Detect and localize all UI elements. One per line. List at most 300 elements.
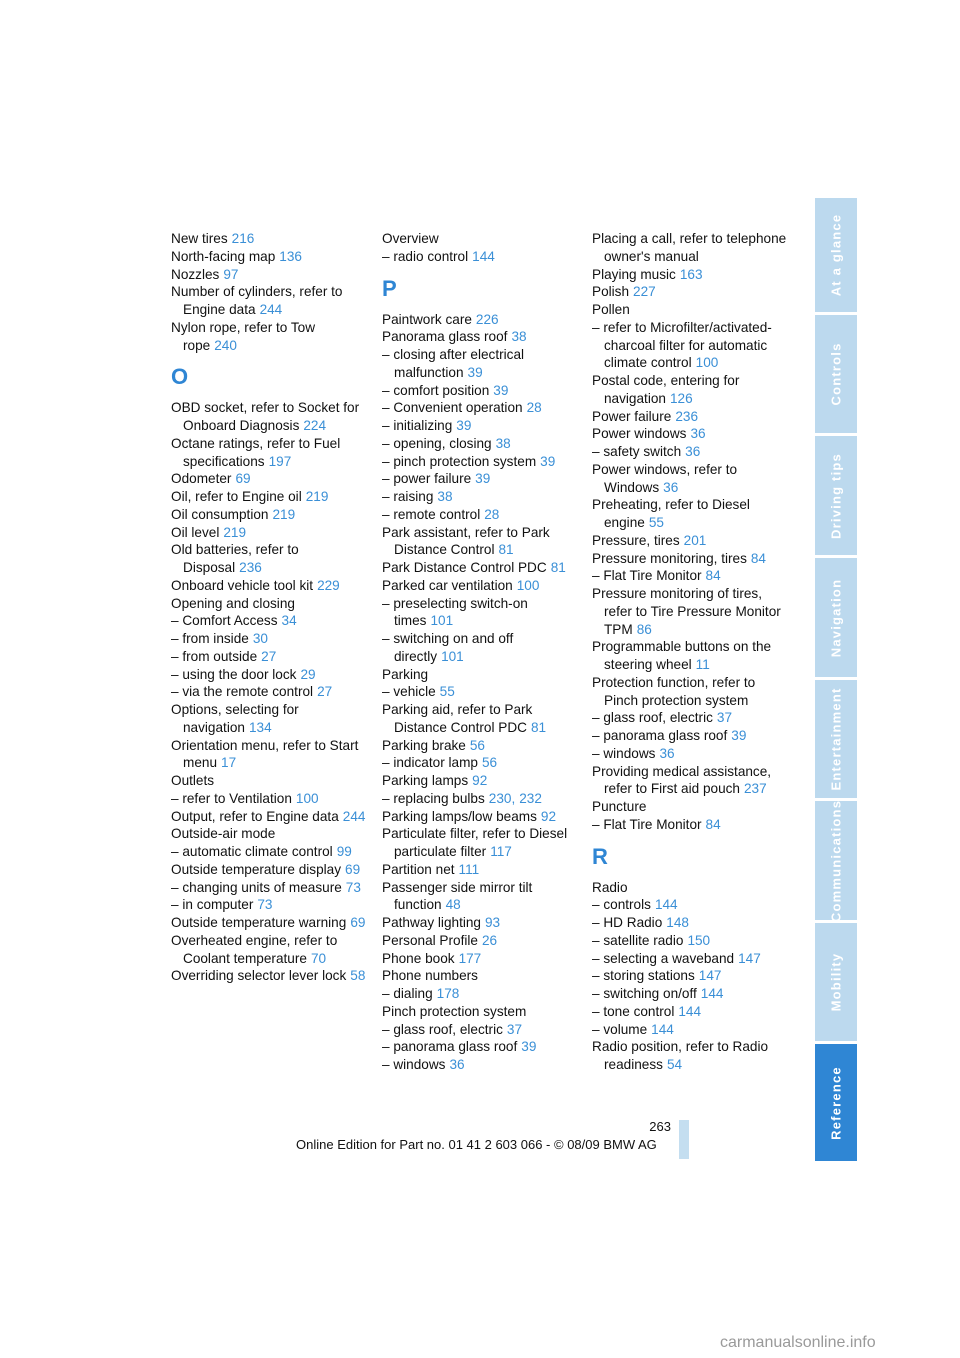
page-link[interactable]: 38	[495, 435, 511, 451]
index-entry-text: Outside temperature warning	[171, 915, 347, 930]
index-entry-text: Overview	[382, 231, 439, 246]
page-link[interactable]: 36	[690, 426, 706, 442]
index-entry	[382, 932, 582, 950]
index-entry-text: – dialing	[382, 986, 433, 1001]
index-entry	[171, 248, 371, 266]
index-entry	[592, 932, 792, 950]
index-entry-text: North-facing map	[171, 248, 276, 264]
index-entry	[592, 1038, 792, 1074]
page-link[interactable]: 144	[700, 986, 724, 1001]
page-link[interactable]: 147	[738, 950, 761, 966]
index-entry	[382, 1056, 582, 1074]
index-entry-text: Passenger side mirror tilt function	[382, 879, 533, 913]
index-entry-text: – windows	[592, 745, 656, 761]
index-entry-text: Onboard vehicle tool kit	[171, 577, 314, 593]
page-link[interactable]: 69	[235, 471, 251, 487]
page-link[interactable]: 216	[231, 231, 255, 246]
index-entry	[592, 1003, 792, 1021]
page-link[interactable]: 126	[669, 390, 693, 406]
index-entry-text: – safety switch	[592, 444, 682, 459]
page-link[interactable]: 36	[659, 745, 675, 761]
index-entry-text: Overriding selector lever lock	[171, 968, 347, 984]
index-entry-text: – Convenient operation	[382, 400, 523, 416]
index-entry-text: Outside-air mode	[171, 826, 276, 842]
index-entry-text: Oil level	[171, 524, 220, 540]
index-entry-text: Programmable buttons on the steering wheel	[592, 639, 772, 672]
page-link[interactable]: 163	[679, 266, 703, 282]
index-entry-text: Partition net	[382, 861, 455, 877]
index-entry-text: – volume	[592, 1021, 648, 1037]
index-entry	[592, 372, 792, 408]
index-entry-text: Parked car ventilation	[382, 577, 513, 593]
index-entry	[171, 932, 371, 968]
index-entry-text: – switching on and off directly	[382, 631, 514, 664]
index-entry-text: – selecting a waveband	[592, 950, 735, 966]
chapter-tab[interactable]	[815, 801, 857, 923]
index-entry-text: Oil, refer to Engine oil	[171, 489, 302, 504]
index-entry-text: Power failure	[592, 408, 672, 424]
index-entry-text: Playing music	[592, 266, 676, 282]
index-entry-text: Parking lamps	[382, 773, 469, 788]
index-entry	[171, 737, 371, 773]
page-link[interactable]: 177	[458, 950, 482, 966]
index-entry-text: – vehicle	[382, 684, 436, 700]
page-separator: ,	[511, 790, 516, 806]
page-link[interactable]: 58	[350, 968, 366, 984]
page-link[interactable]: 117	[490, 844, 512, 859]
index-entry	[382, 754, 582, 772]
index-entry-text: Parking brake	[382, 737, 466, 753]
page-link[interactable]: 28	[484, 506, 500, 522]
index-entry	[382, 506, 582, 524]
index-column-2	[382, 230, 582, 1074]
index-entry	[171, 914, 371, 932]
index-entry	[382, 595, 582, 631]
index-entry	[171, 808, 371, 826]
index-entry	[592, 967, 792, 985]
page-link[interactable]: 144	[678, 1003, 702, 1019]
index-entry	[592, 816, 792, 834]
footer-bar	[679, 1120, 689, 1159]
index-entry	[171, 772, 371, 790]
index-entry	[171, 319, 371, 355]
page-link[interactable]: 81	[530, 719, 547, 735]
index-entry-text: Panorama glass roof	[382, 329, 508, 345]
index-entry	[382, 382, 582, 400]
index-entry	[382, 417, 582, 435]
index-entry	[382, 559, 582, 577]
index-entry-text: Protection function, refer to Pinch protection system	[592, 674, 756, 708]
index-entry	[171, 488, 371, 506]
index-entry-text: Pressure monitoring of tires, refer to Tire Pressure Monitor TPM	[592, 586, 781, 637]
chapter-tab[interactable]	[815, 923, 857, 1044]
index-entry-text: – opening, closing	[382, 435, 492, 451]
index-entry-text: Orientation menu, refer to Start menu	[171, 737, 359, 771]
index-entry-text: Pathway lighting	[382, 915, 481, 930]
index-column-1	[171, 230, 371, 985]
index-entry-text: – glass roof, electric	[592, 710, 713, 726]
index-entry	[171, 843, 371, 861]
chapter-tab[interactable]	[815, 680, 857, 801]
page-link[interactable]: 37	[716, 710, 733, 726]
index-entry	[382, 230, 582, 248]
page-link[interactable]: 99	[336, 844, 352, 859]
page-link[interactable]: 37	[506, 1021, 523, 1037]
index-entry-text: – Comfort Access	[171, 613, 278, 629]
index-entry	[592, 896, 792, 914]
index-entry-text: Pressure monitoring, tires	[592, 550, 747, 566]
page-link[interactable]: 28	[526, 400, 542, 416]
page-link[interactable]: 11	[695, 657, 710, 672]
index-entry	[592, 914, 792, 932]
index-entry-text: Outlets	[171, 773, 215, 788]
page-link[interactable]: 100	[695, 355, 719, 371]
index-entry	[592, 727, 792, 745]
index-entry-text: – preselecting switch-on times	[382, 595, 528, 629]
index-entry-text: Outside temperature display	[171, 861, 342, 877]
index-entry	[382, 488, 582, 506]
chapter-tab[interactable]	[815, 1044, 857, 1164]
index-entry	[592, 1021, 792, 1039]
index-entry	[382, 1003, 582, 1021]
page-link[interactable]: 29	[300, 666, 316, 682]
index-entry	[171, 524, 371, 542]
index-entry-text: – HD Radio	[592, 915, 663, 930]
index-entry	[171, 612, 371, 630]
index-entry-text: – from outside	[171, 648, 258, 664]
index-entry	[382, 772, 582, 790]
index-entry-text: Output, refer to Engine data	[171, 808, 339, 824]
index-entry	[592, 798, 792, 816]
page-link[interactable]: 148	[666, 915, 689, 930]
index-entry-text: Power windows, refer to Windows	[592, 461, 738, 495]
page-link[interactable]: 219	[305, 489, 329, 504]
chapter-tab-label: Navigation	[828, 578, 844, 657]
index-entry-text: Phone numbers	[382, 968, 478, 984]
index-entry	[592, 638, 792, 674]
index-entry-text: Phone book	[382, 950, 455, 966]
page-link[interactable]: 70	[310, 950, 327, 966]
index-entry	[592, 230, 792, 266]
page-link[interactable]: 39	[467, 364, 483, 380]
index-entry	[382, 861, 582, 879]
page-link[interactable]: 39	[521, 1039, 537, 1055]
page-link[interactable]: 73	[345, 879, 361, 895]
index-entry	[592, 763, 792, 799]
index-entry-text: Placing a call, refer to telephone owner's manual	[592, 231, 787, 264]
index-entry-text: Pollen	[592, 302, 630, 317]
index-entry	[382, 967, 582, 985]
page-link[interactable]: 84	[705, 568, 721, 584]
index-entry-text: – initializing	[382, 418, 453, 433]
page-link[interactable]: 197	[268, 453, 292, 469]
index-entry	[382, 808, 582, 826]
page-link[interactable]: 236	[239, 560, 262, 575]
index-entry-text: Radio position, refer to Radio readiness	[592, 1039, 769, 1072]
index-entry	[592, 496, 792, 532]
index-entry-text: Nylon rope, refer to Tow rope	[171, 319, 316, 353]
index-entry	[592, 674, 792, 710]
index-entry-text: – comfort position	[382, 382, 490, 398]
page-link[interactable]: 27	[317, 684, 333, 700]
index-entry-text: – satellite radio	[592, 932, 684, 948]
index-entry	[171, 701, 371, 737]
index-entry-text: OBD socket, refer to Socket for Onboard Diagnosis	[171, 400, 360, 433]
page-link[interactable]: 39	[456, 418, 472, 433]
page-link[interactable]: 30	[252, 631, 268, 646]
page-link[interactable]: 81	[498, 542, 514, 558]
index-entry	[171, 541, 371, 577]
index-entry	[382, 435, 582, 453]
index-entry	[171, 790, 371, 808]
index-entry	[382, 825, 582, 861]
watermark: carmanualsonline.info	[720, 1334, 876, 1351]
index-entry	[382, 950, 582, 968]
page-link[interactable]: 144	[472, 248, 495, 264]
index-entry	[382, 666, 582, 684]
index-entry-text: Old batteries, refer to Disposal	[171, 542, 299, 575]
index-entry	[592, 266, 792, 284]
index-entry	[171, 283, 371, 319]
index-entry	[382, 790, 582, 808]
page-link[interactable]: 150	[687, 932, 711, 948]
index-entry-text: Oil consumption	[171, 506, 269, 522]
index-entry-text: New tires	[171, 231, 228, 246]
index-entry	[592, 585, 792, 638]
index-entry	[592, 443, 792, 461]
index-entry-text: – pinch protection system	[382, 453, 537, 469]
page-link[interactable]: 69	[350, 915, 366, 930]
page-link[interactable]: 224	[303, 418, 327, 433]
index-entry-text: – radio control	[382, 248, 469, 264]
page-link[interactable]: 54	[666, 1057, 683, 1072]
index-entry	[171, 879, 371, 897]
index-entry-text: Radio	[592, 879, 628, 895]
page-link[interactable]: 101	[430, 613, 454, 629]
index-entry	[382, 248, 582, 266]
index-entry	[171, 896, 371, 914]
page-link[interactable]: 93	[485, 915, 501, 930]
index-entry-text: Providing medical assistance, refer to First aid pouch	[592, 763, 772, 797]
page-link[interactable]: 39	[731, 728, 747, 743]
page-link[interactable]: 236	[675, 408, 699, 424]
page-link[interactable]: 229	[317, 577, 340, 593]
index-entry	[592, 425, 792, 443]
page-link[interactable]: 219	[223, 524, 247, 540]
chapter-tab-label: Controls	[828, 342, 844, 406]
section-letter: P	[382, 275, 397, 301]
page-link[interactable]: 136	[279, 248, 302, 264]
index-entry	[171, 266, 371, 284]
page-link[interactable]: 48	[445, 897, 461, 913]
footer-text: Online Edition for Part no. 01 41 2 603 066 - © 08/09 BMW AG	[296, 1137, 657, 1152]
page-link[interactable]: 201	[683, 532, 707, 548]
page-link[interactable]: 39	[475, 471, 491, 487]
index-entry	[592, 567, 792, 585]
index-entry-text: Number of cylinders, refer to Engine data	[171, 284, 343, 317]
index-entry	[171, 595, 371, 613]
page-link[interactable]: 38	[511, 329, 527, 345]
index-entry	[592, 745, 792, 763]
index-entry-text: – raising	[382, 489, 434, 504]
page-link[interactable]: 81	[550, 560, 566, 575]
index-entry	[382, 985, 582, 1003]
page-link[interactable]: 55	[648, 515, 664, 530]
index-column-3	[592, 230, 792, 1074]
page-link[interactable]: 26	[481, 932, 498, 948]
index-entry-text: – tone control	[592, 1003, 675, 1019]
index-entry-text: Postal code, entering for navigation	[592, 373, 740, 406]
page-link[interactable]: 84	[705, 816, 721, 832]
page-link[interactable]: 55	[439, 684, 455, 700]
page-link[interactable]: 36	[685, 444, 701, 459]
page-link[interactable]: 56	[469, 737, 485, 753]
page-link[interactable]: 227	[633, 284, 656, 300]
index-entry-text: Octane ratings, refer to Fuel specifications	[171, 435, 341, 469]
index-entry-text: Parking	[382, 666, 429, 682]
page-link[interactable]: 36	[449, 1057, 465, 1072]
index-entry-text: – via the remote control	[171, 684, 314, 700]
index-entry-text: – refer to Ventilation	[171, 790, 292, 806]
index-entry	[382, 470, 582, 488]
page-link[interactable]: 144	[651, 1021, 674, 1037]
index-entry-text: – panorama glass roof	[382, 1039, 518, 1055]
chapter-tab-label: Driving tips	[828, 452, 844, 539]
index-entry-text: Park Distance Control PDC	[382, 560, 547, 575]
index-entry-text: Personal Profile	[382, 932, 478, 948]
index-entry-text: Preheating, refer to Diesel engine	[592, 497, 750, 530]
page-link[interactable]: 147	[698, 968, 722, 984]
index-entry	[171, 967, 371, 985]
page-link[interactable]: 92	[472, 773, 488, 788]
page-link[interactable]: 226	[475, 311, 499, 327]
index-entry-text: – automatic climate control	[171, 844, 333, 859]
index-entry	[171, 648, 371, 666]
index-entry	[171, 630, 371, 648]
index-entry-text: Odometer	[171, 471, 232, 487]
page-link[interactable]: 219	[272, 506, 296, 522]
index-entry-text: Overheated engine, refer to Coolant temperature	[171, 932, 338, 966]
chapter-tab[interactable]	[815, 558, 857, 680]
page-link[interactable]: 237	[744, 781, 767, 797]
index-entry	[382, 737, 582, 755]
chapter-tab-label: Mobility	[828, 952, 844, 1012]
page-link[interactable]: 134	[248, 719, 272, 735]
index-entry	[592, 408, 792, 426]
index-entry-text: – power failure	[382, 471, 472, 487]
index-entry	[171, 506, 371, 524]
section-letter: R	[592, 843, 608, 869]
index-entry	[171, 683, 371, 701]
index-entry	[171, 470, 371, 488]
page-link[interactable]: 69	[345, 861, 361, 877]
index-entry-text: – changing units of measure	[171, 879, 342, 895]
page-link[interactable]: 17	[221, 755, 237, 771]
index-entry	[592, 550, 792, 568]
index-entry	[592, 283, 792, 301]
index-entry-text: – remote control	[382, 506, 481, 522]
index-entry-text: Parking lamps/low beams	[382, 808, 537, 824]
index-entry-text: – windows	[382, 1057, 446, 1072]
index-entry-text: – Flat Tire Monitor	[592, 816, 702, 832]
chapter-tab-label: Communications	[828, 799, 844, 922]
index-entry	[592, 301, 792, 319]
page-link[interactable]: 34	[281, 613, 297, 629]
page-link[interactable]: 73	[257, 897, 273, 913]
chapter-tabs	[815, 198, 857, 1164]
page-link[interactable]: 232	[519, 790, 542, 806]
index-entry-text: Nozzles	[171, 266, 220, 282]
index-entry	[592, 461, 792, 497]
chapter-tab[interactable]	[815, 315, 857, 436]
index-entry-text: – controls	[592, 897, 651, 913]
page-number: 263	[649, 1119, 671, 1134]
index-entry-text: Parking aid, refer to Park Distance Control PDC	[382, 702, 533, 735]
index-entry	[592, 985, 792, 1003]
page-link[interactable]: 36	[663, 479, 679, 495]
index-entry	[382, 453, 582, 471]
index-entry	[382, 577, 582, 595]
page-link[interactable]: 84	[750, 550, 766, 566]
index-entry-text: Options, selecting for navigation	[171, 702, 299, 735]
page-link[interactable]: 86	[636, 621, 652, 637]
page-link[interactable]: 100	[516, 577, 540, 593]
index-entry	[382, 311, 582, 329]
page-link[interactable]: 92	[540, 808, 557, 824]
index-entry	[382, 346, 582, 382]
index-entry	[382, 683, 582, 701]
index-entry-text: – panorama glass roof	[592, 728, 728, 743]
index-entry-text: Opening and closing	[171, 595, 295, 611]
page-link[interactable]: 144	[654, 897, 678, 913]
index-entry-text: – glass roof, electric	[382, 1021, 503, 1037]
page-link[interactable]: 38	[437, 489, 453, 504]
index-entry-text: – using the door lock	[171, 666, 297, 682]
page-link[interactable]: 230	[488, 790, 512, 806]
page-link[interactable]: 56	[481, 755, 498, 771]
page-link[interactable]: 39	[493, 382, 509, 398]
index-entry	[592, 319, 792, 372]
page-link[interactable]: 244	[259, 302, 283, 317]
page-link[interactable]: 27	[261, 648, 277, 664]
page-link[interactable]: 100	[295, 790, 319, 806]
index-entry-text: – storing stations	[592, 968, 695, 984]
page-link[interactable]: 178	[436, 986, 460, 1001]
page-link[interactable]: 101	[441, 648, 464, 664]
index-entry-text: – Flat Tire Monitor	[592, 568, 702, 584]
index-entry	[592, 879, 792, 897]
page-link[interactable]: 39	[540, 453, 556, 469]
chapter-tab-label: Reference	[828, 1065, 844, 1140]
index-entry	[592, 950, 792, 968]
page-link[interactable]: 240	[214, 337, 237, 353]
section-letter: O	[171, 364, 189, 390]
index-entry-text: – closing after electrical malfunction	[382, 347, 525, 380]
index-entry	[171, 399, 371, 435]
chapter-tab[interactable]	[815, 436, 857, 558]
index-entry-text: – indicator lamp	[382, 755, 478, 771]
index-entry	[171, 577, 371, 595]
index-entry-text: Park assistant, refer to Park Distance Control	[382, 524, 550, 558]
page-link[interactable]: 97	[223, 266, 239, 282]
page-link[interactable]: 111	[458, 861, 480, 877]
page-link[interactable]: 244	[342, 808, 366, 824]
index-entry	[382, 328, 582, 346]
index-entry-text: Power windows	[592, 426, 687, 442]
chapter-tab[interactable]	[815, 198, 857, 315]
index-entry	[592, 532, 792, 550]
index-entry-text: Pressure, tires	[592, 532, 680, 548]
